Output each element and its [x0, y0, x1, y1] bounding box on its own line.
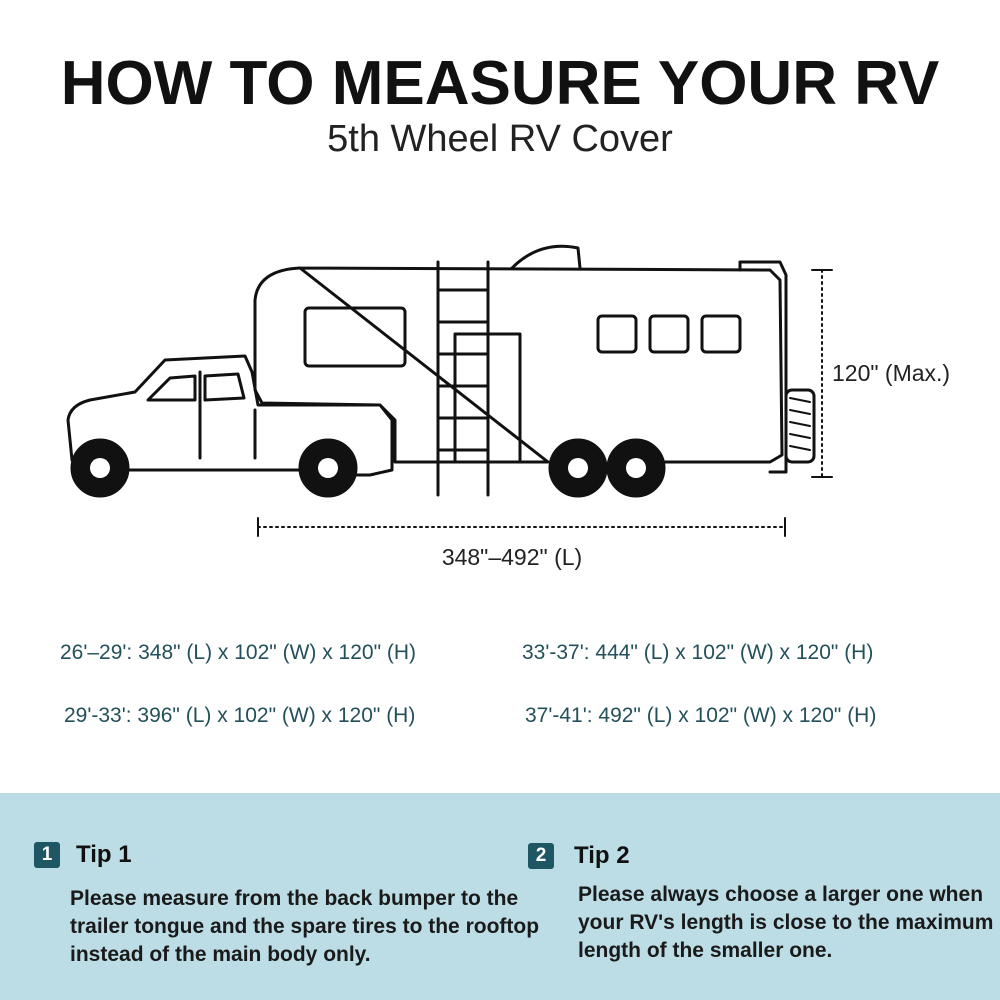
length-label: 348"–492" (L)	[441, 544, 583, 570]
tip-1-badge: 1	[34, 842, 60, 868]
side-window-1	[598, 316, 636, 352]
tip-2-title: Tip 2	[574, 842, 630, 869]
length-dimension	[258, 518, 785, 536]
height-label: 120" (Max.)	[832, 360, 951, 386]
trailer-wheel-1	[550, 440, 606, 496]
truck-front-wheel	[72, 440, 128, 496]
tip-2-heading	[528, 842, 630, 870]
tip-1-heading	[34, 841, 132, 869]
tip-1-title: Tip 1	[76, 841, 132, 868]
spare-tire	[786, 390, 814, 462]
trailer-wheel-2	[608, 440, 664, 496]
page-subtitle: 5th Wheel RV Cover	[327, 118, 673, 160]
truck-rear-wheel	[300, 440, 356, 496]
roof-vent	[512, 246, 580, 268]
page-title: HOW TO MEASURE YOUR RV	[60, 49, 940, 118]
truck-windows	[148, 374, 244, 400]
size-33-37: 33'-37': 444" (L) x 102" (W) x 120" (H)	[522, 641, 874, 664]
ladder	[438, 262, 488, 495]
size-37-41: 37'-41': 492" (L) x 102" (W) x 120" (H)	[525, 704, 877, 727]
size-26-29: 26'–29': 348" (L) x 102" (W) x 120" (H)	[60, 641, 417, 664]
side-window-3	[702, 316, 740, 352]
tip-1-text: Please measure from the back bumper to the trailer tongue and the spare tires to the rooftop instead of the main body only.	[70, 887, 540, 966]
rv-truck-illustration	[0, 230, 1000, 590]
tip-2-text: Please always choose a larger one when your RV's length is close to the maximum length of the smaller one.	[578, 883, 994, 962]
tip-2-badge: 2	[528, 843, 554, 869]
side-window-2	[650, 316, 688, 352]
tips-panel	[0, 793, 1000, 1000]
size-29-33: 29'-33': 396" (L) x 102" (W) x 120" (H)	[64, 704, 416, 727]
